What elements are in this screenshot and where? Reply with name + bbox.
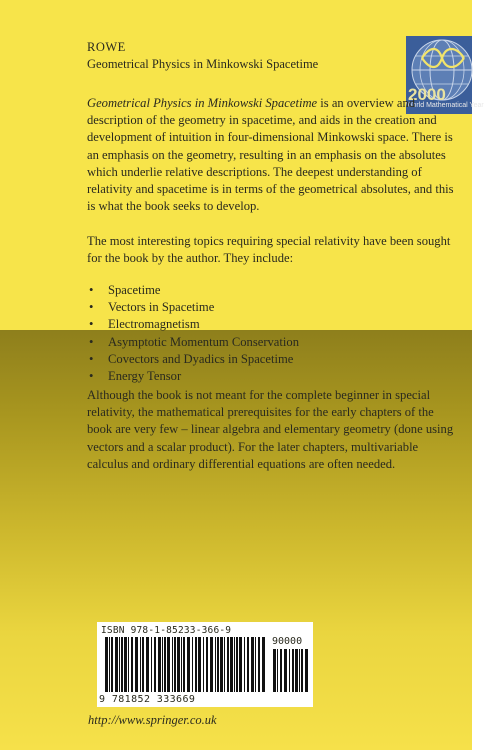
logo-caption: World Mathematical Year (406, 102, 484, 109)
intro-text: is an overview and description of the geometry in spacetime, and aids in the creation and development of intuition in four-dimensional Minkowski space. There is an emphasis on the geometry, resulting in an emphasis on the absolutes which underlie relative descriptions. The deepest understanding of relativity and spacetime is in terms of the geometrical absolutes, and this is what the book seeks to develop. (87, 96, 454, 214)
bullet-icon: • (89, 334, 94, 349)
header (87, 39, 318, 73)
svg-text:2000: 2000 (408, 85, 446, 104)
publisher-url: http://www.springer.co.uk (88, 713, 217, 727)
list-item: • Spacetime (87, 282, 299, 299)
topics-list (87, 282, 299, 385)
bullet-icon: • (89, 283, 94, 297)
barcode-digits: 9 781852 333669 (99, 694, 196, 705)
author-name: ROWE (87, 40, 126, 54)
list-item: • Vectors in Spacetime (87, 299, 299, 316)
topics-intro-paragraph: The most interesting topics requiring special relativity have been sought for the book by the author. They include: (87, 234, 451, 266)
prerequisites-paragraph: Although the book is not meant for the complete beginner in special relativity, the mathematical prerequisites for the early chapters of the book are very few – linear algebra and elementary geometry (done using vectors and a scalar product). For the later chapters, multivariable calculus and ordinary differential equations are often needed. (87, 388, 454, 471)
price-code: 90000 (272, 636, 303, 647)
bullet-icon: • (89, 351, 94, 366)
series-title: Geometrical Physics in Minkowski Spacetime (87, 57, 319, 71)
intro-paragraph (87, 95, 459, 215)
list-item: • Electromagnetism (87, 316, 299, 333)
book-title-italic: Geometrical Physics in Minkowski Spacetime (87, 96, 318, 110)
list-item: • Asymptotic Momentum Conservation (87, 334, 299, 351)
bullet-icon: • (89, 368, 94, 383)
isbn-barcode (97, 622, 313, 707)
list-item: • Covectors and Dyadics in Spacetime (87, 351, 299, 368)
isbn-number: ISBN 978-1-85233-366-9 (101, 625, 232, 636)
bullet-icon: • (89, 300, 94, 315)
bullet-icon: • (89, 317, 94, 332)
list-item: • Energy Tensor (87, 368, 299, 385)
